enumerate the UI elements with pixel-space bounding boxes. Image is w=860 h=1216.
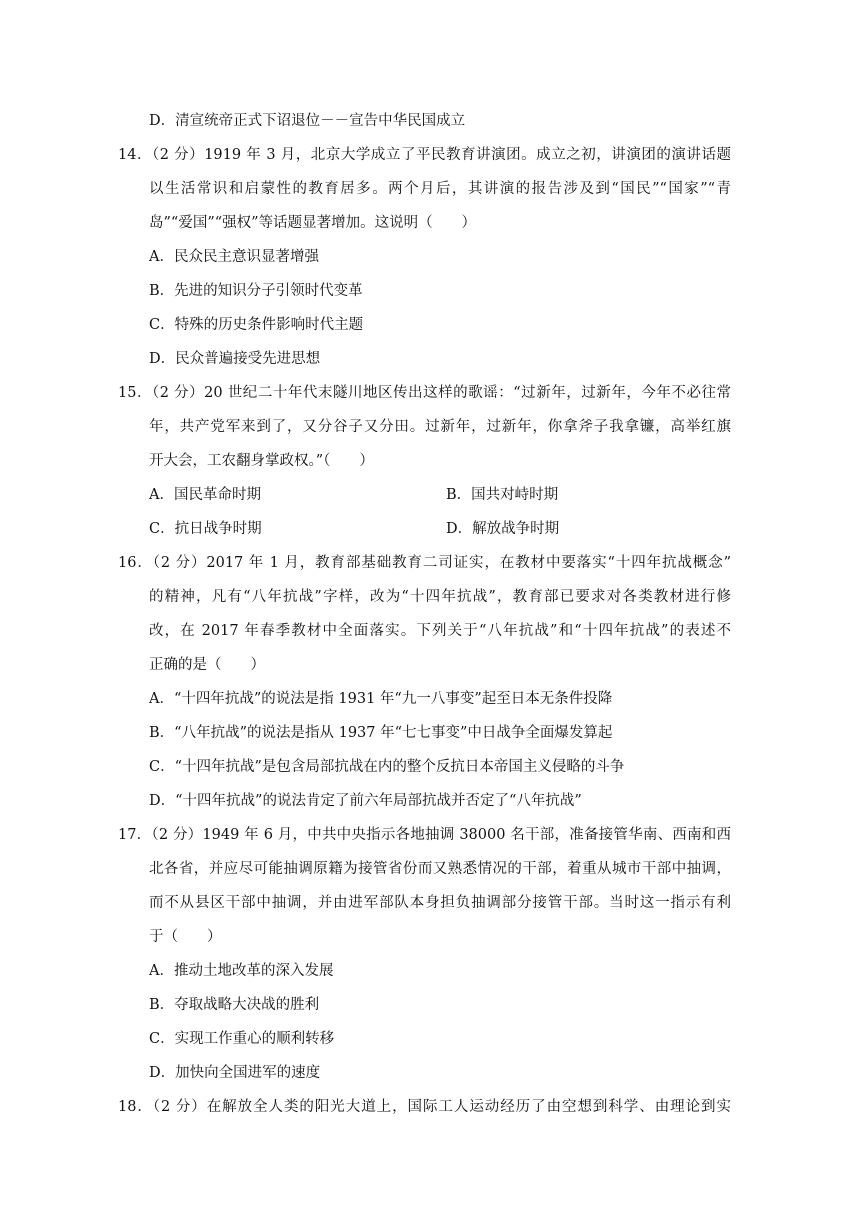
q17-stem-line-4: 于（ ） [149,929,222,945]
q15-option-d: D．解放战争时期 [446,521,560,537]
q14-stem-line-2: 以生活常识和启蒙性的教育居多。两个月后，其讲演的报告涉及到“国民”“国家”“青 [149,181,731,197]
q17-option-c: C．实现工作重心的顺利转移 [149,1031,335,1047]
q15-stem-line-3: 开大会，工农翻身掌政权。”（ ） [149,453,374,469]
q16-option-a: A．“十四年抗战”的说法是指 1931 年“九一八事变”起至日本无条件投降 [149,691,613,707]
q15-stem-line-2: 年，共产党军来到了，又分谷子又分田。过新年，过新年，你拿斧子我拿镰，高举红旗 [149,419,731,435]
q16-option-c: C．“十四年抗战”是包含局部抗战在内的整个反抗日本帝国主义侵略的斗争 [149,759,625,775]
q15-option-b: B．国共对峙时期 [446,487,559,503]
q14-option-b: B．先进的知识分子引领时代变革 [149,283,363,299]
q16-stem-line-1: 16．（2 分）2017 年 1 月，教育部基础教育二司证实，在教材中要落实“十四年抗战概念” [118,555,731,571]
q16-option-b: B．“八年抗战”的说法是指从 1937 年“七七事变”中日战争全面爆发算起 [149,725,613,741]
q16-stem-line-2: 的精神，凡有“八年抗战”字样，改为“十四年抗战”，教育部已要求对各类教材进行修 [149,589,731,605]
q15-stem-line-1: 15．（2 分）20 世纪二十年代末隧川地区传出这样的歌谣：“过新年，过新年，今年不必往常 [118,385,731,401]
q16-stem-line-3: 改，在 2017 年春季教材中全面落实。下列关于“八年抗战”和“十四年抗战”的表述不 [149,623,731,639]
q16-option-d: D．“十四年抗战”的说法肯定了前六年局部抗战并否定了“八年抗战” [149,793,582,809]
q17-option-b: B．夺取战略大决战的胜利 [149,997,320,1013]
q15-option-c: C．抗日战争时期 [149,521,262,537]
q14-stem-line-3: 岛”“爱国”“强权”等话题显著增加。这说明（ ） [149,215,477,231]
q14-stem-line-1: 14．（2 分）1919 年 3 月，北京大学成立了平民教育讲演团。成立之初，讲演团的演讲话题 [118,147,731,163]
q15-option-a: A．国民革命时期 [149,487,261,503]
q16-stem-line-4: 正确的是（ ） [149,657,265,673]
q14-option-c: C．特殊的历史条件影响时代主题 [149,317,364,333]
q14-option-d: D．民众普遍接受先进思想 [149,351,321,367]
q17-stem-line-3: 而不从县区干部中抽调，并由进军部队本身担负抽调部分接管干部。当时这一指示有利 [149,895,731,911]
q18-stem-line-1: 18．（2 分）在解放全人类的阳光大道上，国际工人运动经历了由空想到科学、由理论到实 [118,1099,731,1115]
q14-option-a: A．民众民主意识显著增强 [149,249,319,265]
q13-option-d: D．清宣统帝正式下诏退位－－宣告中华民国成立 [149,113,466,129]
q17-option-a: A．推动土地改革的深入发展 [149,963,334,979]
q17-stem-line-2: 北各省，并应尽可能抽调原籍为接管省份而又熟悉情况的干部，着重从城市干部中抽调， [149,861,731,877]
q17-stem-line-1: 17．（2 分）1949 年 6 月，中共中央指示各地抽调 38000 名干部，准备接管华南、西南和西 [118,827,731,843]
q17-option-d: D．加快向全国进军的速度 [149,1065,321,1081]
